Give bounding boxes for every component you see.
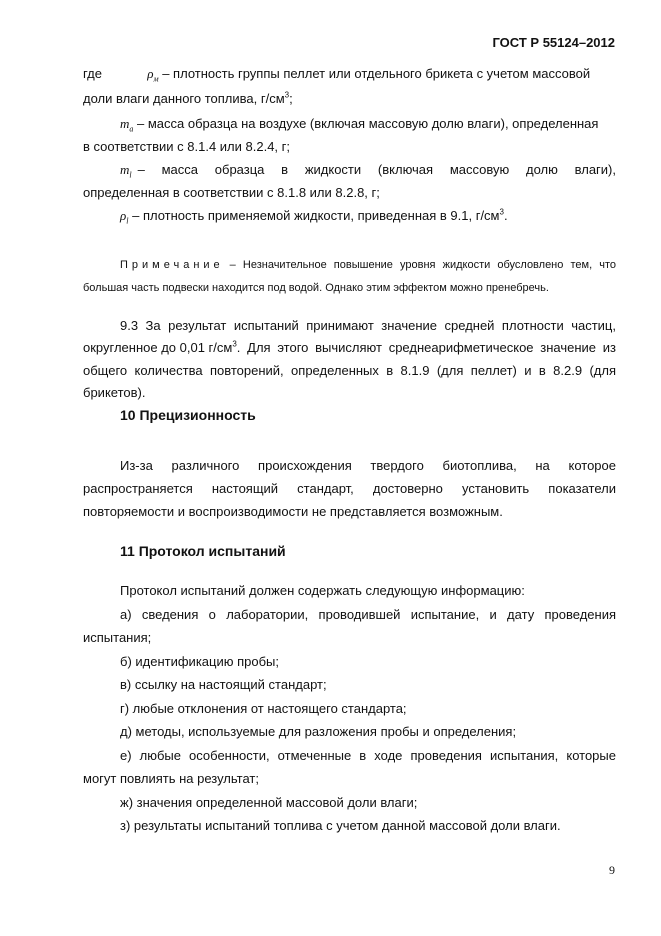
def-ma-text: – масса образца на воздухе (включая массовую долю влаги), определенная	[137, 116, 599, 131]
s10-line3: повторяемости и воспроизводимости не представляется возможным.	[83, 504, 503, 519]
def-ml-line1	[120, 162, 616, 178]
punct: .	[503, 208, 508, 223]
s11-intro: Протокол испытаний должен содержать следующую информацию:	[120, 583, 525, 598]
p93-line1: 9.3 За результат испытаний принимают значение средней плотности частиц,	[120, 318, 616, 333]
s10-line2: распространяется настоящий стандарт, достоверно установить показатели	[83, 481, 616, 496]
s11-item-g: г) любые отклонения от настоящего стандарта;	[120, 701, 407, 716]
ml-subscript: l	[129, 170, 132, 180]
document-header: ГОСТ Р 55124–2012	[492, 35, 615, 50]
def-rho-l-line	[120, 208, 508, 224]
note-line2: большая часть подвески находится под водой. Однако этим эффектом можно пренебречь.	[83, 282, 549, 294]
s11-item-e-line2: могут повлиять на результат;	[83, 771, 259, 786]
section-10-title: 10 Прецизионность	[120, 407, 256, 423]
s11-item-zh: ж) значения определенной массовой доли влаги;	[120, 795, 418, 810]
p93-text-a: округленное до 0,01 г/см	[83, 340, 233, 355]
ma-subscript: a	[129, 124, 134, 134]
superscript: 3	[284, 90, 290, 100]
def-ma-line1	[120, 116, 598, 132]
s11-item-b: б) идентификацию пробы;	[120, 654, 279, 669]
def-rho-l-text: – плотность применяемой жидкости, приведенная в 9.1, г/см	[132, 208, 500, 223]
m-symbol: m	[120, 116, 130, 131]
s11-item-z: з) результаты испытаний топлива с учетом данной массовой доли влаги.	[120, 818, 561, 833]
s10-line1: Из-за различного происхождения твердого биотоплива, на которое	[120, 458, 616, 473]
p93-line3: общего количества повторений, определенных в 8.1.9 (для пеллет) и в 8.2.9 (для	[83, 363, 616, 378]
where-word: где	[83, 66, 102, 81]
s11-item-d: д) методы, используемые для разложения пробы и определения;	[120, 724, 517, 739]
p93-text-b: . Для этого вычисляют среднеарифметическое значение из	[236, 340, 616, 355]
note-line1	[120, 257, 616, 273]
superscript: 3	[232, 339, 237, 349]
s11-item-e-line1: е) любые особенности, отмеченные в ходе проведения испытания, которые	[120, 748, 616, 763]
def-ma-line2: в соответствии с 8.1.4 или 8.2.4, г;	[83, 139, 291, 154]
s11-item-v: в) ссылку на настоящий стандарт;	[120, 677, 327, 692]
punct: ;	[289, 91, 293, 106]
m-symbol: m	[120, 162, 130, 177]
rho-l-subscript: l	[126, 216, 129, 226]
def-rho-m-line1	[83, 66, 590, 82]
page-number: 9	[609, 863, 615, 877]
note-text1: – Незначительное повышение уровня жидкости обусловлено тем, что	[229, 259, 616, 271]
s11-item-a-line1: а) сведения о лаборатории, проводившей испытание, и дату проведения	[120, 607, 616, 622]
def-rho-m-text2: доли влаги данного топлива, г/см	[83, 91, 285, 106]
def-ml-line2: определенная в соответствии с 8.1.8 или 8.2.8, г;	[83, 185, 380, 200]
rho-symbol: ρ	[120, 208, 127, 223]
def-rho-m-line2	[83, 91, 293, 107]
superscript: 3	[499, 207, 504, 217]
section-11-title: 11 Протокол испытаний	[120, 543, 286, 559]
def-rho-m-text: – плотность группы пеллет или отдельного брикета с учетом массовой	[162, 66, 591, 81]
rho-m-subscript: м	[153, 74, 159, 84]
p93-line4: брикетов).	[83, 385, 146, 400]
rho-symbol: ρ	[147, 66, 154, 81]
note-label: Примечание	[120, 259, 224, 271]
def-ml-text: – масса образца в жидкости (включая массовую долю влаги),	[137, 162, 616, 177]
p93-line2	[83, 340, 616, 356]
s11-item-a-line2: испытания;	[83, 630, 152, 645]
